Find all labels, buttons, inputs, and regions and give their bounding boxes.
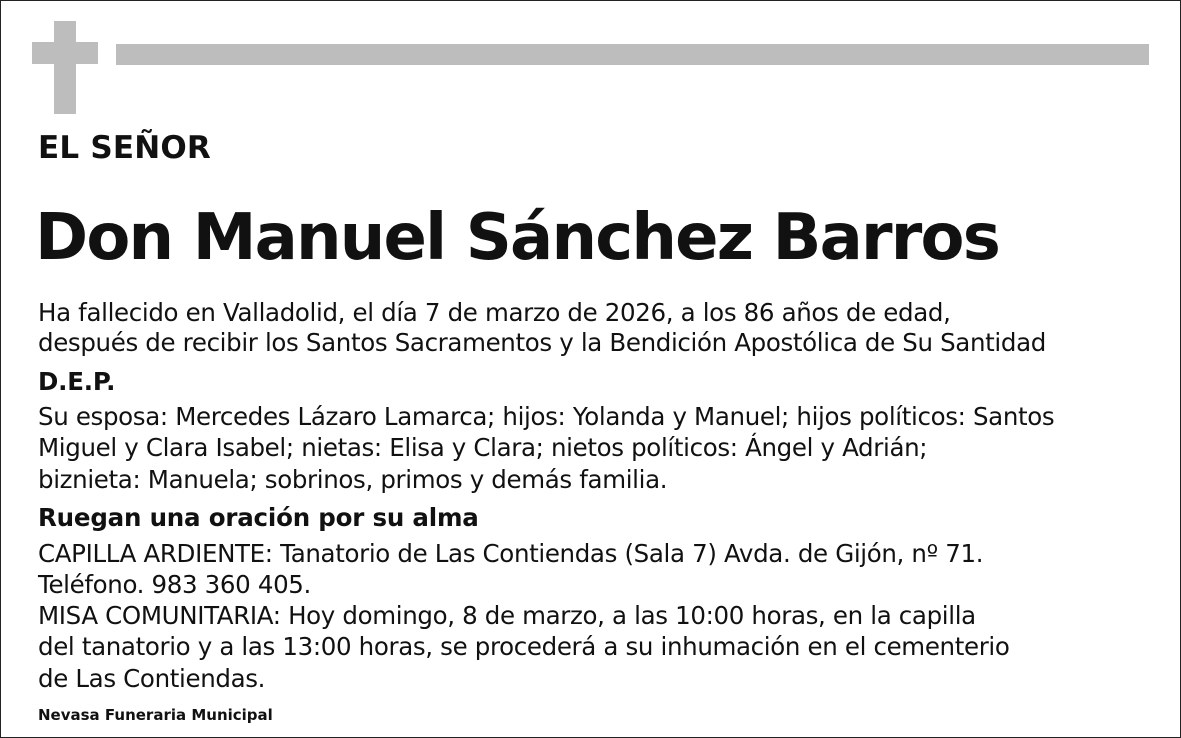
prayer-heading: Ruegan una oración por su alma [38, 503, 479, 532]
service-line-3: MISA COMUNITARIA: Hoy domingo, 8 de marzo, a las 10:00 horas, en la capilla [38, 601, 976, 630]
funeral-home-credit: Nevasa Funeraria Municipal [38, 706, 273, 724]
cross-icon [32, 21, 98, 114]
family-line-2: Miguel y Clara Isabel; nietas: Elisa y Clara; nietos políticos: Ángel y Adrián; [38, 433, 928, 462]
title-label: EL SEÑOR [38, 130, 211, 166]
service-line-4: del tanatorio y a las 13:00 horas, se procederá a su inhumación en el cementerio [38, 632, 1010, 661]
top-divider-bar [116, 44, 1149, 65]
service-line-5: de Las Contiendas. [38, 664, 266, 693]
family-line-3: biznieta: Manuela; sobrinos, primos y demás familia. [38, 465, 668, 494]
service-line-1: CAPILLA ARDIENTE: Tanatorio de Las Contiendas (Sala 7) Avda. de Gijón, nº 71. [38, 539, 984, 568]
death-line-1: Ha fallecido en Valladolid, el día 7 de marzo de 2026, a los 86 años de edad, [38, 298, 951, 327]
family-line-1: Su esposa: Mercedes Lázaro Lamarca; hijos: Yolanda y Manuel; hijos políticos: Santos [38, 402, 1055, 431]
service-line-2: Teléfono. 983 360 405. [38, 570, 311, 599]
death-line-2: después de recibir los Santos Sacramentos y la Bendición Apostólica de Su Santidad [38, 328, 1046, 357]
deceased-name: Don Manuel Sánchez Barros [35, 201, 1000, 275]
dep-heading: D.E.P. [38, 367, 116, 396]
